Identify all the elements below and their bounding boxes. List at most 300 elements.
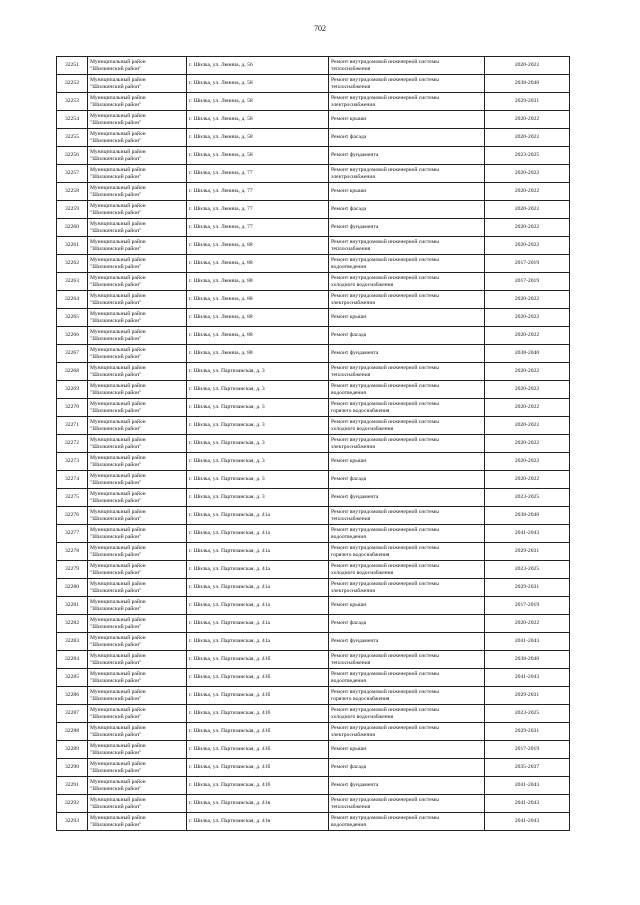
- municipality-line1: Муниципальный район: [90, 779, 146, 786]
- address-cell: г. Шилка, ул. Партизанская, д. 41а: [187, 525, 329, 543]
- work-type-line1: Ремонт крыши: [331, 602, 367, 609]
- work-type-line1: Ремонт крыши: [331, 314, 367, 321]
- work-type-line1: Ремонт крыши: [331, 746, 367, 753]
- work-type-line1: Ремонт фасада: [331, 476, 367, 483]
- work-type-cell: [329, 759, 485, 777]
- table-row: [57, 129, 570, 147]
- municipality-line2: "Шилкинский район": [90, 551, 142, 558]
- row-number: 32253: [57, 93, 88, 111]
- municipality-line1: Муниципальный район: [90, 59, 146, 66]
- table-row: [57, 147, 570, 165]
- table-row: [57, 57, 570, 75]
- row-number: 32261: [57, 237, 88, 255]
- table-row: [57, 237, 570, 255]
- work-type-line2: электроснабжения: [331, 173, 375, 180]
- table-row: [57, 525, 570, 543]
- row-number: 32285: [57, 669, 88, 687]
- period-cell: 2023-2025: [485, 489, 570, 507]
- table-row: [57, 543, 570, 561]
- work-type-line2: электроснабжения: [331, 443, 375, 450]
- period-cell: 2020-2022: [485, 309, 570, 327]
- municipality-cell: [88, 561, 187, 579]
- work-type-line1: Ремонт внутридомовой инженерной системы: [331, 383, 439, 390]
- period-cell: 2017-2019: [485, 273, 570, 291]
- address-cell: г. Шилка, ул. Партизанская, д. 3: [187, 381, 329, 399]
- municipality-line2: "Шилкинский район": [90, 155, 142, 162]
- table-row: [57, 633, 570, 651]
- municipality-line2: "Шилкинский район": [90, 245, 142, 252]
- period-cell: 2038-2040: [485, 507, 570, 525]
- work-type-cell: [329, 633, 485, 651]
- period-cell: 2020-2022: [485, 453, 570, 471]
- municipality-cell: [88, 381, 187, 399]
- table-row: [57, 363, 570, 381]
- work-type-line1: Ремонт внутридомовой инженерной системы: [331, 437, 439, 444]
- work-type-cell: [329, 597, 485, 615]
- municipality-line2: "Шилкинский район": [90, 191, 142, 198]
- work-type-line1: Ремонт фасада: [331, 206, 367, 213]
- municipality-cell: [88, 651, 187, 669]
- address-cell: г. Шилка, ул. Ленина, д. 88: [187, 291, 329, 309]
- municipality-line2: "Шилкинский район": [90, 821, 142, 828]
- work-type-line2: теплоснабжения: [331, 659, 371, 666]
- municipality-cell: [88, 417, 187, 435]
- row-number: 32273: [57, 453, 88, 471]
- municipality-line1: Муниципальный район: [90, 167, 146, 174]
- municipality-line1: Муниципальный район: [90, 491, 146, 498]
- work-type-line1: Ремонт внутридомовой инженерной системы: [331, 167, 439, 174]
- address-cell: г. Шилка, ул. Партизанская, д. 41б: [187, 705, 329, 723]
- work-type-line1: Ремонт внутридомовой инженерной системы: [331, 707, 439, 714]
- period-cell: 2020-2022: [485, 201, 570, 219]
- work-type-cell: [329, 183, 485, 201]
- municipality-cell: [88, 453, 187, 471]
- table-row: [57, 183, 570, 201]
- row-number: 32259: [57, 201, 88, 219]
- municipality-line2: "Шилкинский район": [90, 677, 142, 684]
- period-cell: 2038-2040: [485, 651, 570, 669]
- work-type-line2: электроснабжения: [331, 101, 375, 108]
- work-type-cell: [329, 507, 485, 525]
- municipality-cell: [88, 57, 187, 75]
- work-type-cell: [329, 579, 485, 597]
- municipality-line2: "Шилкинский район": [90, 533, 142, 540]
- table-row: [57, 471, 570, 489]
- period-cell: 2035-2037: [485, 759, 570, 777]
- work-type-cell: [329, 543, 485, 561]
- municipality-line2: "Шилкинский район": [90, 515, 142, 522]
- row-number: 32265: [57, 309, 88, 327]
- municipality-cell: [88, 435, 187, 453]
- work-type-line1: Ремонт крыши: [331, 458, 367, 465]
- period-cell: 2020-2022: [485, 435, 570, 453]
- work-type-line2: холодного водоснабжения: [331, 425, 394, 432]
- table-row: [57, 795, 570, 813]
- address-cell: г. Шилка, ул. Ленина, д. 77: [187, 201, 329, 219]
- work-type-cell: [329, 111, 485, 129]
- address-cell: г. Шилка, ул. Партизанская, д. 41б: [187, 741, 329, 759]
- address-cell: г. Шилка, ул. Ленина, д. 88: [187, 273, 329, 291]
- municipality-line2: "Шилкинский район": [90, 713, 142, 720]
- municipality-cell: [88, 471, 187, 489]
- row-number: 32288: [57, 723, 88, 741]
- municipality-line2: "Шилкинский район": [90, 101, 142, 108]
- table-row: [57, 741, 570, 759]
- row-number: 32274: [57, 471, 88, 489]
- period-cell: 2020-2022: [485, 381, 570, 399]
- row-number: 32256: [57, 147, 88, 165]
- row-number: 32281: [57, 597, 88, 615]
- municipality-cell: [88, 795, 187, 813]
- period-cell: 2017-2019: [485, 741, 570, 759]
- period-cell: 2020-2022: [485, 183, 570, 201]
- work-type-line1: Ремонт внутридомовой инженерной системы: [331, 689, 439, 696]
- row-number: 32290: [57, 759, 88, 777]
- municipality-line2: "Шилкинский район": [90, 641, 142, 648]
- work-type-line1: Ремонт внутридомовой инженерной системы: [331, 545, 439, 552]
- row-number: 32267: [57, 345, 88, 363]
- work-type-line1: Ремонт внутридомовой инженерной системы: [331, 653, 439, 660]
- work-type-line2: водоотведения: [331, 389, 366, 396]
- municipality-line2: "Шилкинский район": [90, 659, 142, 666]
- municipality-cell: [88, 741, 187, 759]
- municipality-line2: "Шилкинский район": [90, 425, 142, 432]
- table-row: [57, 435, 570, 453]
- work-type-cell: [329, 489, 485, 507]
- address-cell: г. Шилка, ул. Партизанская, д. 41б: [187, 777, 329, 795]
- work-type-line1: Ремонт внутридомовой инженерной системы: [331, 275, 439, 282]
- municipality-line2: "Шилкинский район": [90, 785, 142, 792]
- municipality-cell: [88, 507, 187, 525]
- municipality-cell: [88, 327, 187, 345]
- table-row: [57, 309, 570, 327]
- municipality-cell: [88, 759, 187, 777]
- row-number: 32260: [57, 219, 88, 237]
- row-number: 32255: [57, 129, 88, 147]
- table-row: [57, 93, 570, 111]
- period-cell: 2017-2019: [485, 255, 570, 273]
- work-type-cell: [329, 381, 485, 399]
- municipality-line1: Муниципальный район: [90, 113, 146, 120]
- table-row: [57, 291, 570, 309]
- work-type-cell: [329, 309, 485, 327]
- municipality-line1: Муниципальный район: [90, 455, 146, 462]
- municipality-line2: "Шилкинский район": [90, 281, 142, 288]
- municipality-line2: "Шилкинский район": [90, 371, 142, 378]
- page-number: 702: [314, 24, 326, 33]
- period-cell: 2020-2022: [485, 237, 570, 255]
- municipality-cell: [88, 255, 187, 273]
- row-number: 32282: [57, 615, 88, 633]
- municipality-line1: Муниципальный район: [90, 527, 146, 534]
- period-cell: 2041-2043: [485, 813, 570, 831]
- municipality-cell: [88, 273, 187, 291]
- row-number: 32266: [57, 327, 88, 345]
- row-number: 32277: [57, 525, 88, 543]
- work-type-cell: [329, 75, 485, 93]
- municipality-line1: Муниципальный район: [90, 365, 146, 372]
- work-type-line1: Ремонт внутридомовой инженерной системы: [331, 419, 439, 426]
- work-type-line2: водоотведения: [331, 533, 366, 540]
- work-type-line1: Ремонт крыши: [331, 116, 367, 123]
- row-number: 32258: [57, 183, 88, 201]
- address-cell: г. Шилка, ул. Партизанская, д. 41а: [187, 507, 329, 525]
- work-type-line1: Ремонт фундамента: [331, 494, 379, 501]
- work-type-cell: [329, 219, 485, 237]
- municipality-line1: Муниципальный район: [90, 311, 146, 318]
- municipality-line2: "Шилкинский район": [90, 623, 142, 630]
- period-cell: 2041-2043: [485, 525, 570, 543]
- address-cell: г. Шилка, ул. Партизанская, д. 41б: [187, 723, 329, 741]
- municipality-line1: Муниципальный район: [90, 545, 146, 552]
- table-row: [57, 201, 570, 219]
- municipality-cell: [88, 687, 187, 705]
- work-type-line1: Ремонт фасада: [331, 764, 367, 771]
- work-type-line1: Ремонт внутридомовой инженерной системы: [331, 581, 439, 588]
- municipality-line1: Муниципальный район: [90, 761, 146, 768]
- row-number: 32268: [57, 363, 88, 381]
- work-type-cell: [329, 345, 485, 363]
- table-row: [57, 705, 570, 723]
- row-number: 32292: [57, 795, 88, 813]
- work-type-cell: [329, 435, 485, 453]
- table-row: [57, 345, 570, 363]
- address-cell: г. Шилка, ул. Партизанская, д. 41а: [187, 543, 329, 561]
- address-cell: г. Шилка, ул. Ленина, д. 77: [187, 219, 329, 237]
- period-cell: 2023-2025: [485, 705, 570, 723]
- address-cell: г. Шилка, ул. Ленина, д. 88: [187, 255, 329, 273]
- municipality-line2: "Шилкинский район": [90, 407, 142, 414]
- work-type-line2: горячего водоснабжения: [331, 407, 390, 414]
- address-cell: г. Шилка, ул. Партизанская, д. 41б: [187, 687, 329, 705]
- table-row: [57, 597, 570, 615]
- row-number: 32264: [57, 291, 88, 309]
- work-type-cell: [329, 453, 485, 471]
- period-cell: 2020-2022: [485, 111, 570, 129]
- row-number: 32280: [57, 579, 88, 597]
- work-type-line1: Ремонт фасада: [331, 332, 367, 339]
- work-type-cell: [329, 669, 485, 687]
- municipality-line2: "Шилкинский район": [90, 317, 142, 324]
- table-row: [57, 507, 570, 525]
- municipality-line2: "Шилкинский район": [90, 173, 142, 180]
- work-type-line2: водоотведения: [331, 263, 366, 270]
- municipality-line2: "Шилкинский район": [90, 731, 142, 738]
- work-type-line1: Ремонт внутридомовой инженерной системы: [331, 239, 439, 246]
- municipality-cell: [88, 723, 187, 741]
- table-body: [57, 57, 570, 831]
- address-cell: г. Шилка, ул. Партизанская, д. 41в: [187, 795, 329, 813]
- period-cell: 2038-2040: [485, 75, 570, 93]
- municipality-line1: Муниципальный район: [90, 815, 146, 822]
- address-cell: г. Шилка, ул. Партизанская, д. 3: [187, 399, 329, 417]
- work-type-line1: Ремонт внутридомовой инженерной системы: [331, 365, 439, 372]
- municipality-cell: [88, 543, 187, 561]
- municipality-cell: [88, 345, 187, 363]
- period-cell: 2020-2022: [485, 165, 570, 183]
- municipality-line1: Муниципальный район: [90, 95, 146, 102]
- address-cell: г. Шилка, ул. Ленина, д. 77: [187, 183, 329, 201]
- address-cell: г. Шилка, ул. Ленина, д. 56: [187, 57, 329, 75]
- municipality-line2: "Шилкинский район": [90, 299, 142, 306]
- work-type-line1: Ремонт внутридомовой инженерной системы: [331, 257, 439, 264]
- table-row: [57, 219, 570, 237]
- period-cell: 2020-2022: [485, 615, 570, 633]
- table-row: [57, 111, 570, 129]
- work-type-cell: [329, 417, 485, 435]
- municipality-cell: [88, 633, 187, 651]
- municipality-cell: [88, 93, 187, 111]
- period-cell: 2017-2019: [485, 597, 570, 615]
- municipality-line1: Муниципальный район: [90, 437, 146, 444]
- work-type-cell: [329, 273, 485, 291]
- row-number: 32284: [57, 651, 88, 669]
- table-row: [57, 651, 570, 669]
- municipality-line1: Муниципальный район: [90, 797, 146, 804]
- table-row: [57, 453, 570, 471]
- municipality-line2: "Шилкинский район": [90, 83, 142, 90]
- period-cell: 2020-2022: [485, 471, 570, 489]
- work-type-line2: электроснабжения: [331, 587, 375, 594]
- address-cell: г. Шилка, ул. Ленина, д. 58: [187, 147, 329, 165]
- work-type-line1: Ремонт фундамента: [331, 152, 379, 159]
- work-type-cell: [329, 327, 485, 345]
- municipality-line1: Муниципальный район: [90, 383, 146, 390]
- work-type-cell: [329, 687, 485, 705]
- municipality-cell: [88, 183, 187, 201]
- work-type-line1: Ремонт внутридомовой инженерной системы: [331, 509, 439, 516]
- table-row: [57, 579, 570, 597]
- work-type-line1: Ремонт внутридомовой инженерной системы: [331, 95, 439, 102]
- work-type-line2: теплоснабжения: [331, 515, 371, 522]
- municipality-line1: Муниципальный район: [90, 563, 146, 570]
- table-row: [57, 417, 570, 435]
- period-cell: 2020-2022: [485, 129, 570, 147]
- work-type-line1: Ремонт внутридомовой инженерной системы: [331, 401, 439, 408]
- address-cell: г. Шилка, ул. Ленина, д. 88: [187, 237, 329, 255]
- work-type-cell: [329, 525, 485, 543]
- municipality-line1: Муниципальный район: [90, 473, 146, 480]
- municipality-cell: [88, 129, 187, 147]
- municipality-line1: Муниципальный район: [90, 617, 146, 624]
- work-type-line1: Ремонт внутридомовой инженерной системы: [331, 563, 439, 570]
- address-cell: г. Шилка, ул. Ленина, д. 77: [187, 165, 329, 183]
- municipality-line1: Муниципальный район: [90, 239, 146, 246]
- municipality-line2: "Шилкинский район": [90, 461, 142, 468]
- municipality-line2: "Шилкинский район": [90, 137, 142, 144]
- municipality-line1: Муниципальный район: [90, 599, 146, 606]
- work-type-line2: теплоснабжения: [331, 803, 371, 810]
- period-cell: 2020-2022: [485, 363, 570, 381]
- work-type-line2: электроснабжения: [331, 731, 375, 738]
- work-type-cell: [329, 723, 485, 741]
- work-type-line2: теплоснабжения: [331, 371, 371, 378]
- municipality-cell: [88, 813, 187, 831]
- municipality-line1: Муниципальный район: [90, 257, 146, 264]
- municipality-cell: [88, 165, 187, 183]
- municipality-line1: Муниципальный район: [90, 689, 146, 696]
- address-cell: г. Шилка, ул. Партизанская, д. 3: [187, 435, 329, 453]
- address-cell: г. Шилка, ул. Партизанская, д. 3: [187, 417, 329, 435]
- municipality-line1: Муниципальный район: [90, 707, 146, 714]
- municipality-line2: "Шилкинский район": [90, 227, 142, 234]
- work-type-line1: Ремонт фундамента: [331, 638, 379, 645]
- work-type-line1: Ремонт внутридомовой инженерной системы: [331, 77, 439, 84]
- municipality-line1: Муниципальный район: [90, 725, 146, 732]
- address-cell: г. Шилка, ул. Партизанская, д. 3: [187, 453, 329, 471]
- municipality-line2: "Шилкинский район": [90, 389, 142, 396]
- work-type-line1: Ремонт крыши: [331, 188, 367, 195]
- row-number: 32263: [57, 273, 88, 291]
- row-number: 32293: [57, 813, 88, 831]
- table-row: [57, 561, 570, 579]
- municipality-line2: "Шилкинский район": [90, 119, 142, 126]
- row-number: 32251: [57, 57, 88, 75]
- address-cell: г. Шилка, ул. Ленина, д. 88: [187, 327, 329, 345]
- period-cell: 2020-2022: [485, 57, 570, 75]
- row-number: 32283: [57, 633, 88, 651]
- address-cell: г. Шилка, ул. Партизанская, д. 3: [187, 489, 329, 507]
- municipality-cell: [88, 309, 187, 327]
- work-type-cell: [329, 129, 485, 147]
- municipality-line1: Муниципальный район: [90, 131, 146, 138]
- work-type-line1: Ремонт внутридомовой инженерной системы: [331, 293, 439, 300]
- municipality-cell: [88, 147, 187, 165]
- work-type-cell: [329, 651, 485, 669]
- period-cell: 2020-2022: [485, 327, 570, 345]
- work-type-line2: водоотведения: [331, 821, 366, 828]
- period-cell: 2041-2043: [485, 795, 570, 813]
- work-type-line1: Ремонт внутридомовой инженерной системы: [331, 527, 439, 534]
- row-number: 32272: [57, 435, 88, 453]
- municipality-cell: [88, 399, 187, 417]
- work-type-line2: холодного водоснабжения: [331, 713, 394, 720]
- municipality-line1: Муниципальный район: [90, 401, 146, 408]
- work-type-line2: теплоснабжения: [331, 83, 371, 90]
- municipality-line1: Муниципальный район: [90, 635, 146, 642]
- address-cell: г. Шилка, ул. Ленина, д. 58: [187, 111, 329, 129]
- work-type-line2: теплоснабжения: [331, 245, 371, 252]
- work-type-line2: горячего водоснабжения: [331, 551, 390, 558]
- municipality-line2: "Шилкинский район": [90, 263, 142, 270]
- address-cell: г. Шилка, ул. Партизанская, д. 41б: [187, 651, 329, 669]
- work-type-line2: теплоснабжения: [331, 65, 371, 72]
- municipality-cell: [88, 201, 187, 219]
- municipality-cell: [88, 777, 187, 795]
- table-row: [57, 489, 570, 507]
- municipality-line2: "Шилкинский район": [90, 443, 142, 450]
- municipality-line2: "Шилкинский район": [90, 209, 142, 216]
- work-type-line1: Ремонт внутридомовой инженерной системы: [331, 671, 439, 678]
- municipality-cell: [88, 219, 187, 237]
- address-cell: г. Шилка, ул. Партизанская, д. 41а: [187, 579, 329, 597]
- row-number: 32287: [57, 705, 88, 723]
- municipality-line2: "Шилкинский район": [90, 803, 142, 810]
- work-type-line2: электроснабжения: [331, 299, 375, 306]
- work-type-cell: [329, 147, 485, 165]
- municipality-line1: Муниципальный район: [90, 329, 146, 336]
- address-cell: г. Шилка, ул. Партизанская, д. 41а: [187, 633, 329, 651]
- table-row: [57, 759, 570, 777]
- row-number: 32278: [57, 543, 88, 561]
- table-row: [57, 273, 570, 291]
- row-number: 32271: [57, 417, 88, 435]
- table-row: [57, 777, 570, 795]
- municipality-cell: [88, 237, 187, 255]
- work-type-cell: [329, 363, 485, 381]
- row-number: 32275: [57, 489, 88, 507]
- period-cell: 2029-2031: [485, 687, 570, 705]
